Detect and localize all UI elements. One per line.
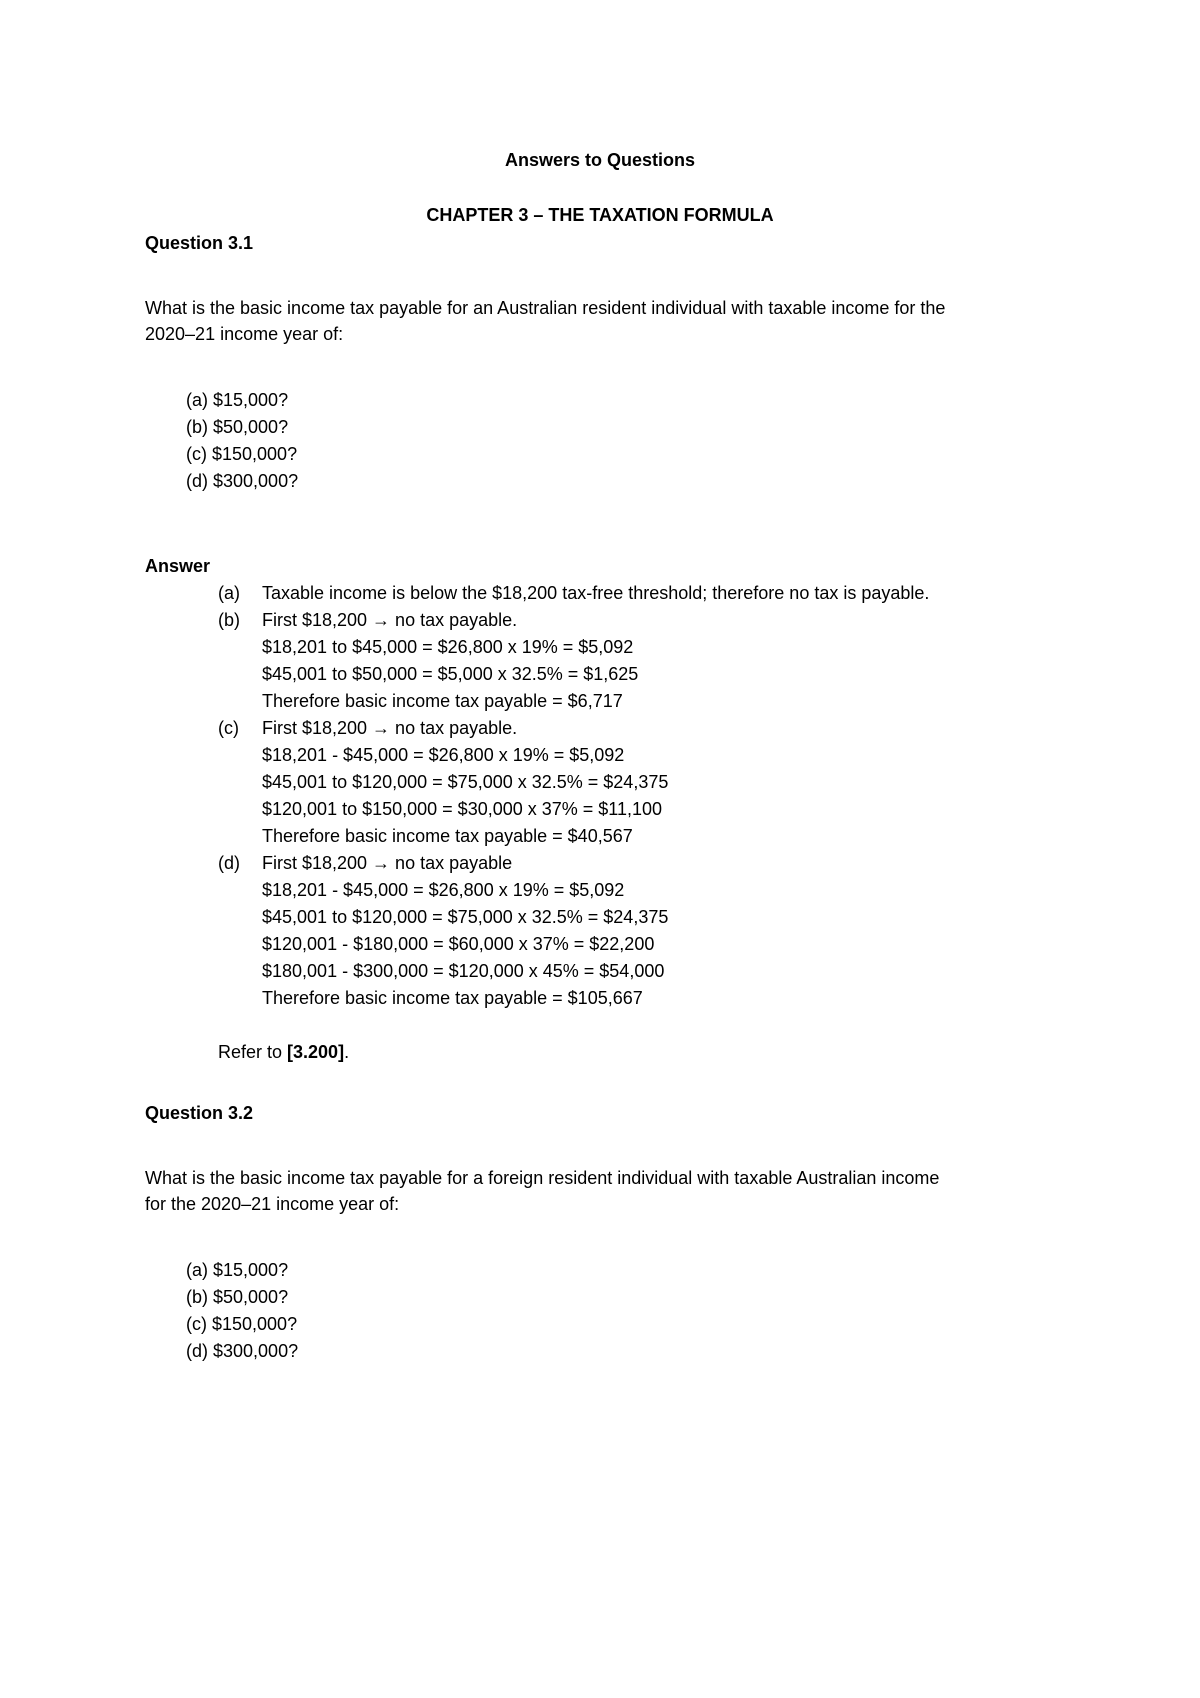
question-3-2-option-a: (a) $15,000? [186,1260,289,1280]
question-3-2-heading: Question 3.2 [145,1103,254,1123]
question-3-1-option-a: (a) $15,000? [186,390,289,410]
answer-a-label: (a) [218,583,240,603]
answer-d-line: First $18,200 → no tax payable [262,853,513,873]
answer-c-label: (c) [218,718,239,738]
question-3-1-option-d: (d) $300,000? [186,471,299,491]
answer-d-line: $120,001 - $180,000 = $60,000 x 37% = $22,200 [262,934,655,954]
answer-a-line: Taxable income is below the $18,200 tax-free threshold; therefore no tax is payable. [262,583,930,603]
refer-prefix: Refer to [218,1042,288,1062]
question-3-2-text-line2: for the 2020–21 income year of: [145,1194,400,1214]
question-3-2-option-c: (c) $150,000? [186,1314,298,1334]
answer-d-label: (d) [218,853,240,873]
question-3-1-heading: Question 3.1 [145,233,254,253]
question-3-2-option-b: (b) $50,000? [186,1287,289,1307]
answer-d-line: Therefore basic income tax payable = $105,667 [262,988,643,1008]
answer-d-line: $45,001 to $120,000 = $75,000 x 32.5% = $24,375 [262,907,669,927]
answer-d-line: $180,001 - $300,000 = $120,000 x 45% = $54,000 [262,961,665,981]
refer-suffix: . [344,1042,350,1062]
answer-b-line: First $18,200 → no tax payable. [262,610,518,630]
answer-b-line: $45,001 to $50,000 = $5,000 x 32.5% = $1,625 [262,664,639,684]
question-3-2-text-line1: What is the basic income tax payable for a foreign resident individual with taxable Australian income [145,1168,940,1188]
answer-d-line: $18,201 - $45,000 = $26,800 x 19% = $5,092 [262,880,625,900]
answer-c-line: $45,001 to $120,000 = $75,000 x 32.5% = $24,375 [262,772,669,792]
question-3-1-text-line2: 2020–21 income year of: [145,324,344,344]
question-3-2-option-d: (d) $300,000? [186,1341,299,1361]
answer-c-line: $18,201 - $45,000 = $26,800 x 19% = $5,092 [262,745,625,765]
answer-c-line: First $18,200 → no tax payable. [262,718,518,738]
answer-heading: Answer [145,556,211,576]
refer-line [218,1041,349,1063]
answer-b-line: $18,201 to $45,000 = $26,800 x 19% = $5,092 [262,637,634,657]
question-3-1-text-line1: What is the basic income tax payable for an Australian resident individual with taxable income for the [145,298,946,318]
document-title: Answers to Questions [504,150,696,170]
answer-c-line: Therefore basic income tax payable = $40,567 [262,826,633,846]
refer-reference: [3.200] [287,1042,345,1062]
question-3-1-option-c: (c) $150,000? [186,444,298,464]
answer-b-label: (b) [218,610,240,630]
question-3-1-option-b: (b) $50,000? [186,417,289,437]
answer-c-line: $120,001 to $150,000 = $30,000 x 37% = $11,100 [262,799,663,819]
answer-b-line: Therefore basic income tax payable = $6,717 [262,691,623,711]
chapter-title: CHAPTER 3 – THE TAXATION FORMULA [426,205,774,225]
